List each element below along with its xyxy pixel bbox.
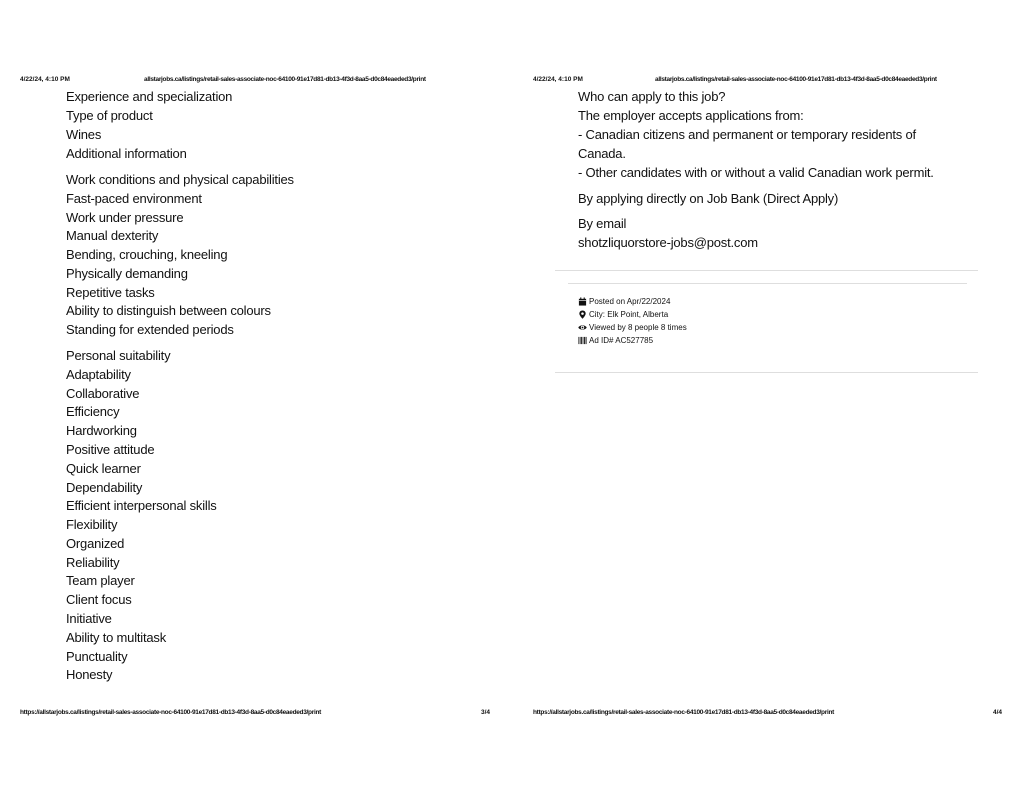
additional-info-heading: Additional information <box>66 146 187 161</box>
list-item: Physically demanding <box>66 266 188 281</box>
list-item: Wines <box>66 127 102 142</box>
list-item: Bending, crouching, kneeling <box>66 247 228 262</box>
applicant-type-item: - Other candidates with or without a valid Canadian work permit. <box>578 165 934 180</box>
list-item: Work under pressure <box>66 210 184 225</box>
list-item: Efficient interpersonal skills <box>66 498 217 513</box>
list-item: Organized <box>66 536 125 551</box>
experience-heading: Experience and specialization <box>66 89 233 104</box>
list-item: Collaborative <box>66 386 140 401</box>
list-item: Dependability <box>66 480 143 495</box>
views-text: Viewed by 8 people 8 times <box>589 323 687 332</box>
posted-date-text: Posted on Apr/22/2024 <box>589 297 671 306</box>
employer-accepts-text: The employer accepts applications from: <box>578 108 804 123</box>
barcode-icon <box>578 336 587 345</box>
map-marker-icon <box>578 310 587 319</box>
list-item: Standing for extended periods <box>66 322 234 337</box>
list-item: Honesty <box>66 667 113 682</box>
work-conditions-heading: Work conditions and physical capabilities <box>66 172 294 187</box>
print-page-4 <box>512 0 1024 791</box>
direct-apply-text: By applying directly on Job Bank (Direct Apply) <box>578 191 839 206</box>
print-header-url: allstarjobs.ca/listings/retail-sales-associate-noc-64100-91e17d81-db13-4f3d-8aa5-d0c84eaeded3/print <box>655 76 937 83</box>
apply-by-email-label: By email <box>578 216 627 231</box>
posted-date-row <box>578 297 670 306</box>
list-item: Repetitive tasks <box>66 285 155 300</box>
print-header-url: allstarjobs.ca/listings/retail-sales-associate-noc-64100-91e17d81-db13-4f3d-8aa5-d0c84eaeded3/print <box>144 76 426 83</box>
page-number: 3/4 <box>481 709 491 716</box>
list-item: Team player <box>66 573 135 588</box>
applicant-type-item-continued: Canada. <box>578 146 626 161</box>
print-header-date: 4/22/24, 4:10 PM <box>20 76 70 83</box>
list-item: Positive attitude <box>66 442 155 457</box>
list-item: Initiative <box>66 611 112 626</box>
divider <box>568 283 967 284</box>
personal-suitability-heading: Personal suitability <box>66 348 171 363</box>
list-item: Reliability <box>66 555 120 570</box>
divider <box>555 372 978 373</box>
who-can-apply-heading: Who can apply to this job? <box>578 89 726 104</box>
list-item: Hardworking <box>66 423 137 438</box>
divider <box>555 270 978 271</box>
list-item: Adaptability <box>66 367 131 382</box>
eye-icon <box>578 323 587 332</box>
list-item: Client focus <box>66 592 132 607</box>
list-item: Flexibility <box>66 517 118 532</box>
print-footer-url: https://allstarjobs.ca/listings/retail-sales-associate-noc-64100-91e17d81-db13-4f3d-8aa5-d0c84eaeded3/print <box>533 709 834 716</box>
list-item: Fast-paced environment <box>66 191 202 206</box>
print-header-date: 4/22/24, 4:10 PM <box>533 76 583 83</box>
application-email[interactable]: shotzliquorstore-jobs@post.com <box>578 235 758 250</box>
calendar-icon <box>578 297 587 306</box>
list-item: Efficiency <box>66 404 120 419</box>
city-row <box>578 310 668 319</box>
list-item: Ability to distinguish between colours <box>66 303 271 318</box>
city-text: City: Elk Point, Alberta <box>589 310 669 319</box>
views-row <box>578 323 687 332</box>
type-of-product-label: Type of product <box>66 108 153 123</box>
list-item: Quick learner <box>66 461 141 476</box>
ad-id-text: Ad ID# AC527785 <box>589 336 654 345</box>
page-number: 4/4 <box>993 709 1003 716</box>
print-footer-url: https://allstarjobs.ca/listings/retail-sales-associate-noc-64100-91e17d81-db13-4f3d-8aa5-d0c84eaeded3/print <box>20 709 321 716</box>
applicant-type-item: - Canadian citizens and permanent or temporary residents of <box>578 127 916 142</box>
list-item: Manual dexterity <box>66 228 159 243</box>
ad-id-row <box>578 336 653 345</box>
list-item: Punctuality <box>66 649 128 664</box>
list-item: Ability to multitask <box>66 630 167 645</box>
